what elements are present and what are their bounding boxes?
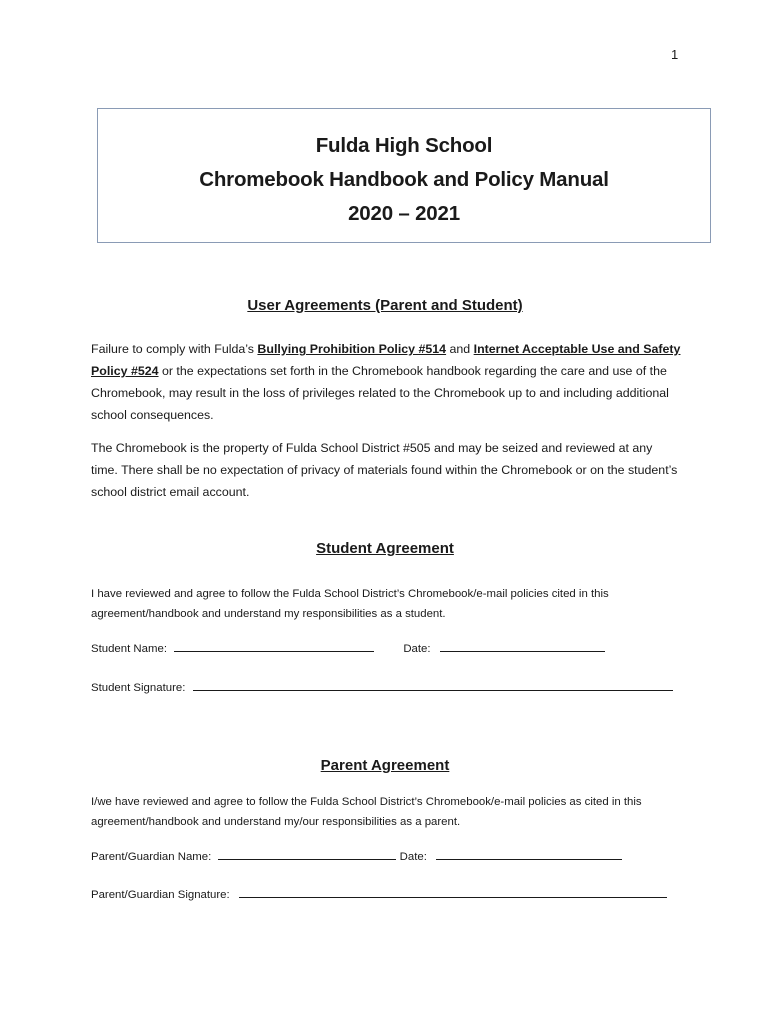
title-box bbox=[97, 108, 711, 243]
student-name-label: Student Name: bbox=[91, 643, 167, 655]
parent-signature-row bbox=[91, 885, 667, 901]
internet-policy-link[interactable]: Internet Acceptable Use and Safety Policy #524 bbox=[91, 342, 681, 378]
school-name: Fulda High School bbox=[315, 134, 493, 157]
parent-name-label: Parent/Guardian Name: bbox=[91, 851, 212, 863]
student-agreement-heading: Student Agreement bbox=[316, 540, 454, 557]
parent-agreement-text: I/we have reviewed and agree to follow the Fulda School District’s Chromebook/e-mail policies as cited in this agreement/handbook and understand my/our responsibilities as a parent. bbox=[91, 796, 642, 828]
paragraph-text: Failure to comply with Fulda’s bbox=[91, 342, 258, 356]
student-signature-label: Student Signature: bbox=[91, 682, 186, 694]
document-title: Chromebook Handbook and Policy Manual bbox=[199, 168, 609, 191]
page-number: 1 bbox=[671, 47, 679, 62]
user-agreements-paragraph-1 bbox=[91, 338, 681, 426]
student-name-row bbox=[91, 639, 605, 655]
student-signature-field[interactable] bbox=[193, 678, 673, 691]
student-name-field[interactable] bbox=[174, 639, 374, 652]
paragraph-text: and bbox=[446, 342, 474, 356]
paragraph-text: or the expectations set forth in the Chromebook handbook regarding the care and use of the Chromebook, may result in the loss of privileges related to the Chromebook up to and including additional school consequences. bbox=[91, 364, 669, 422]
user-agreements-paragraph-2: The Chromebook is the property of Fulda School District #505 and may be seized and reviewed at any time. There shall be no expectation of privacy of materials found within the Chromebook or on the student’s school district email account. bbox=[91, 441, 678, 499]
user-agreements-heading: User Agreements (Parent and Student) bbox=[247, 297, 523, 314]
parent-signature-label: Parent/Guardian Signature: bbox=[91, 889, 230, 901]
student-signature-row bbox=[91, 678, 673, 694]
student-date-label: Date: bbox=[403, 643, 431, 655]
student-agreement-text: I have reviewed and agree to follow the Fulda School District’s Chromebook/e-mail policies cited in this agreement/handbook and understand my responsibilities as a student. bbox=[91, 588, 609, 620]
student-date-field[interactable] bbox=[440, 639, 605, 652]
parent-agreement-heading: Parent Agreement bbox=[320, 757, 450, 774]
parent-date-label: Date: bbox=[399, 851, 427, 863]
parent-name-field[interactable] bbox=[218, 847, 396, 860]
school-year: 2020 – 2021 bbox=[348, 202, 460, 225]
bullying-policy-link[interactable]: Bullying Prohibition Policy #514 bbox=[257, 342, 447, 356]
parent-signature-field[interactable] bbox=[239, 885, 667, 898]
parent-name-row bbox=[91, 847, 622, 863]
parent-date-field[interactable] bbox=[436, 847, 622, 860]
